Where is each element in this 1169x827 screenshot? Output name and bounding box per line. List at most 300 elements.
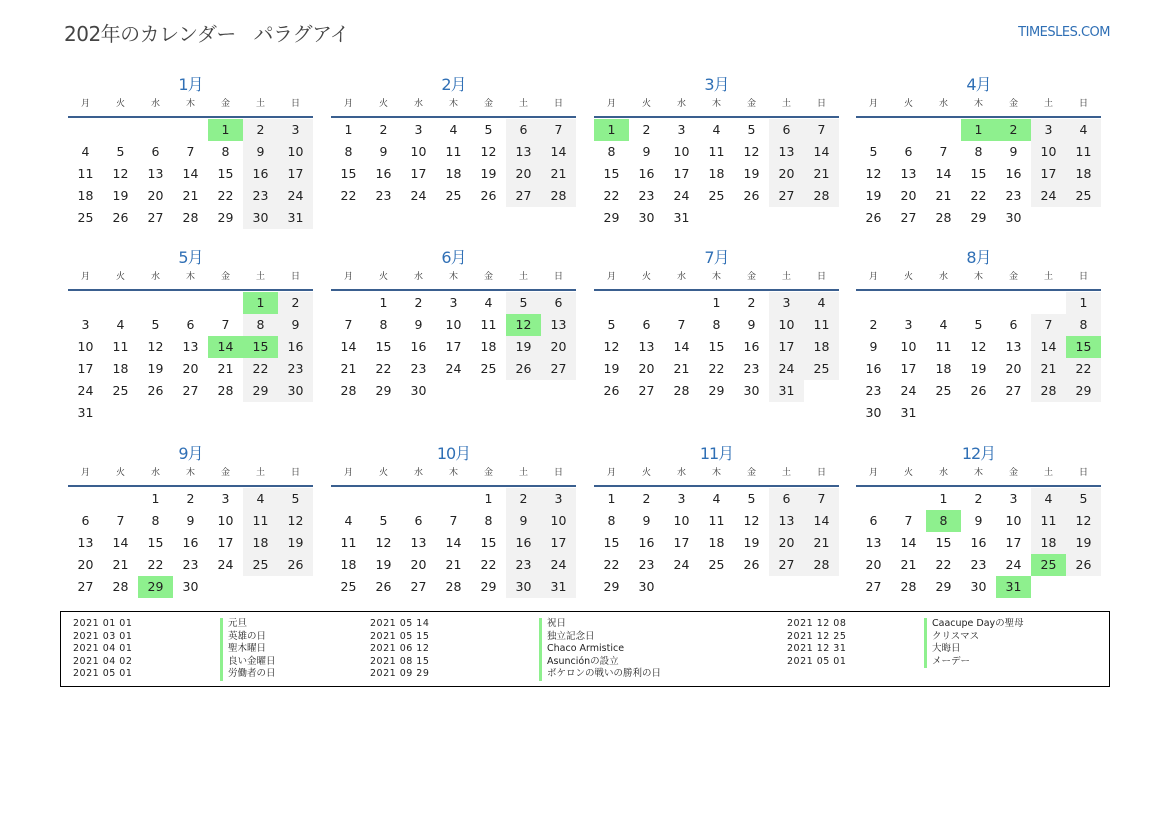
day-cell: 13 [182, 339, 199, 354]
day-cell: 14 [112, 535, 129, 550]
weekday-label: 月 [606, 99, 616, 109]
empty-cell [856, 488, 891, 510]
empty-cell [103, 488, 138, 510]
day-cell: 19 [970, 361, 987, 376]
day-cell: 20 [506, 163, 541, 185]
day-cell: 30 [1005, 210, 1022, 225]
day-cell: 2 [278, 292, 313, 314]
day-cell: 22 [603, 188, 620, 203]
holiday-day-cell: 1 [961, 119, 996, 141]
weekday-label: 火 [378, 99, 388, 109]
day-cell: 16 [243, 163, 278, 185]
day-cell: 8 [712, 317, 721, 332]
day-cell: 15 [375, 339, 392, 354]
day-cell: 8 [221, 144, 230, 159]
day-cell: 9 [747, 317, 756, 332]
day-cell: 1 [712, 295, 721, 310]
weekday-header [594, 270, 839, 291]
day-cell: 20 [541, 336, 576, 358]
holiday-date: 2021 04 01 [73, 643, 133, 654]
day-cell: 13 [865, 535, 882, 550]
day-cell: 10 [1005, 513, 1022, 528]
day-cell: 9 [506, 510, 541, 532]
day-cell: 5 [278, 488, 313, 510]
day-cell: 21 [900, 557, 917, 572]
day-cell: 8 [1066, 314, 1101, 336]
day-cell: 11 [708, 513, 725, 528]
month-block [68, 246, 313, 424]
holiday-date: 2021 05 14 [370, 618, 430, 629]
day-cell: 25 [243, 554, 278, 576]
weekday-label: 土 [255, 272, 265, 282]
day-cell: 19 [112, 188, 129, 203]
day-grid [856, 119, 1101, 229]
day-cell: 22 [340, 188, 357, 203]
day-cell: 27 [410, 579, 427, 594]
day-cell: 4 [484, 295, 493, 310]
day-cell: 11 [445, 144, 462, 159]
month-block [331, 73, 576, 207]
day-cell: 17 [445, 339, 462, 354]
day-cell: 16 [970, 535, 987, 550]
day-cell: 8 [379, 317, 388, 332]
page-title: 202年のカレンダー パラグアイ [64, 22, 350, 46]
day-cell: 20 [182, 361, 199, 376]
weekday-label: 土 [1043, 99, 1053, 109]
day-cell: 4 [804, 292, 839, 314]
weekday-label: 火 [115, 468, 125, 478]
weekday-label: 水 [413, 272, 423, 282]
day-cell: 20 [147, 188, 164, 203]
day-cell: 27 [182, 383, 199, 398]
day-cell: 19 [865, 188, 882, 203]
day-cell: 22 [217, 188, 234, 203]
day-cell: 26 [278, 554, 313, 576]
day-cell: 12 [743, 513, 760, 528]
day-cell: 30 [506, 576, 541, 598]
empty-cell [436, 488, 471, 510]
holiday-day-cell: 14 [208, 336, 243, 358]
empty-cell [68, 119, 103, 141]
weekday-label: 火 [903, 272, 913, 282]
day-grid [594, 292, 839, 402]
day-cell: 19 [480, 166, 497, 181]
day-cell: 17 [673, 535, 690, 550]
day-cell: 9 [414, 317, 423, 332]
weekday-header [331, 466, 576, 487]
day-cell: 13 [410, 535, 427, 550]
holiday-day-cell: 1 [208, 119, 243, 141]
day-cell: 1 [379, 295, 388, 310]
day-cell: 14 [541, 141, 576, 163]
day-cell: 13 [147, 166, 164, 181]
day-cell: 9 [642, 513, 651, 528]
day-cell: 11 [708, 144, 725, 159]
day-cell: 3 [414, 122, 423, 137]
holiday-day-cell: 12 [506, 314, 541, 336]
day-cell: 6 [904, 144, 913, 159]
day-cell: 28 [112, 579, 129, 594]
day-cell: 28 [340, 383, 357, 398]
day-cell: 29 [1066, 380, 1101, 402]
empty-cell [996, 292, 1031, 314]
day-cell: 9 [186, 513, 195, 528]
day-cell: 5 [747, 122, 756, 137]
day-cell: 28 [804, 185, 839, 207]
day-cell: 22 [375, 361, 392, 376]
day-cell: 11 [340, 535, 357, 550]
weekday-label: 月 [80, 99, 90, 109]
day-cell: 16 [278, 336, 313, 358]
day-cell: 26 [1066, 554, 1101, 576]
day-cell: 23 [410, 361, 427, 376]
day-cell: 7 [677, 317, 686, 332]
day-cell: 10 [77, 339, 94, 354]
holiday-date: 2021 12 31 [787, 643, 847, 654]
day-cell: 27 [1005, 383, 1022, 398]
day-cell: 5 [974, 317, 983, 332]
day-cell: 21 [935, 188, 952, 203]
day-cell: 13 [541, 314, 576, 336]
holiday-name: 労働者の日 [220, 668, 276, 681]
day-cell: 5 [484, 122, 493, 137]
day-cell: 11 [243, 510, 278, 532]
day-cell: 18 [77, 188, 94, 203]
empty-cell [926, 119, 961, 141]
weekday-label: 金 [746, 99, 756, 109]
day-cell: 30 [970, 579, 987, 594]
day-cell: 22 [243, 358, 278, 380]
holiday-day-cell: 1 [594, 119, 629, 141]
day-cell: 23 [743, 361, 760, 376]
day-cell: 20 [769, 532, 804, 554]
day-grid [68, 119, 313, 229]
day-cell: 27 [769, 185, 804, 207]
day-cell: 8 [484, 513, 493, 528]
day-cell: 7 [939, 144, 948, 159]
holiday-name: ボケロンの戦いの勝利の日 [539, 668, 661, 681]
day-cell: 9 [642, 144, 651, 159]
day-cell: 26 [865, 210, 882, 225]
day-cell: 29 [970, 210, 987, 225]
day-cell: 14 [445, 535, 462, 550]
day-cell: 6 [151, 144, 160, 159]
day-grid [331, 488, 576, 598]
holiday-day-cell: 2 [996, 119, 1031, 141]
weekday-label: 水 [676, 468, 686, 478]
day-cell: 20 [638, 361, 655, 376]
weekday-label: 水 [150, 468, 160, 478]
day-cell: 27 [541, 358, 576, 380]
day-cell: 15 [603, 535, 620, 550]
day-cell: 20 [769, 163, 804, 185]
empty-cell [891, 488, 926, 510]
day-cell: 25 [480, 361, 497, 376]
weekday-label: 日 [1078, 272, 1088, 282]
day-cell: 30 [743, 383, 760, 398]
day-cell: 14 [182, 166, 199, 181]
day-cell: 6 [769, 119, 804, 141]
empty-cell [629, 292, 664, 314]
day-cell: 19 [147, 361, 164, 376]
weekday-label: 土 [1043, 272, 1053, 282]
day-cell: 14 [1031, 336, 1066, 358]
day-cell: 28 [673, 383, 690, 398]
day-cell: 6 [1009, 317, 1018, 332]
month-name: 9月 [178, 444, 203, 463]
day-cell: 21 [804, 532, 839, 554]
empty-cell [856, 119, 891, 141]
day-cell: 10 [445, 317, 462, 332]
day-cell: 6 [869, 513, 878, 528]
day-cell: 10 [410, 144, 427, 159]
day-cell: 20 [77, 557, 94, 572]
empty-cell [961, 292, 996, 314]
holiday-day-cell: 8 [926, 510, 961, 532]
day-cell: 25 [77, 210, 94, 225]
day-cell: 22 [603, 557, 620, 572]
empty-cell [1031, 292, 1066, 314]
month-block [331, 246, 576, 402]
day-cell: 21 [1031, 358, 1066, 380]
day-cell: 21 [340, 361, 357, 376]
day-cell: 4 [243, 488, 278, 510]
day-cell: 22 [970, 188, 987, 203]
day-cell: 2 [974, 491, 983, 506]
month-name: 11月 [699, 444, 734, 463]
day-cell: 14 [935, 166, 952, 181]
day-cell: 7 [804, 488, 839, 510]
day-cell: 31 [769, 380, 804, 402]
day-cell: 19 [375, 557, 392, 572]
day-cell: 27 [769, 554, 804, 576]
day-cell: 11 [804, 314, 839, 336]
weekday-label: 日 [553, 99, 563, 109]
holiday-name: 聖木曜日 [220, 643, 266, 656]
day-cell: 26 [970, 383, 987, 398]
day-cell: 8 [974, 144, 983, 159]
day-cell: 12 [112, 166, 129, 181]
day-cell: 21 [445, 557, 462, 572]
empty-cell [891, 292, 926, 314]
day-cell: 28 [900, 579, 917, 594]
weekday-header [594, 97, 839, 118]
day-cell: 10 [278, 141, 313, 163]
day-cell: 20 [900, 188, 917, 203]
day-cell: 9 [1009, 144, 1018, 159]
day-cell: 29 [935, 579, 952, 594]
weekday-header [68, 270, 313, 291]
weekday-label: 土 [781, 468, 791, 478]
day-cell: 15 [970, 166, 987, 181]
day-cell: 12 [375, 535, 392, 550]
day-cell: 1 [151, 491, 160, 506]
weekday-label: 日 [1078, 99, 1088, 109]
weekday-label: 水 [676, 272, 686, 282]
day-cell: 26 [375, 579, 392, 594]
day-grid [856, 488, 1101, 598]
day-cell: 26 [112, 210, 129, 225]
day-cell: 17 [77, 361, 94, 376]
day-cell: 18 [1066, 163, 1101, 185]
day-cell: 10 [673, 144, 690, 159]
day-cell: 30 [410, 383, 427, 398]
day-cell: 13 [1005, 339, 1022, 354]
day-cell: 1 [939, 491, 948, 506]
holiday-name: 元旦 [220, 618, 247, 631]
site-link[interactable]: TIMESLES.COM [1018, 25, 1110, 40]
weekday-label: 金 [483, 272, 493, 282]
day-cell: 11 [935, 339, 952, 354]
day-cell: 30 [182, 579, 199, 594]
day-cell: 5 [151, 317, 160, 332]
weekday-label: 月 [343, 468, 353, 478]
holiday-date: 2021 06 12 [370, 643, 430, 654]
day-cell: 5 [607, 317, 616, 332]
holiday-name: Caacupe Dayの聖母 [924, 618, 1024, 631]
day-cell: 16 [182, 535, 199, 550]
day-cell: 25 [340, 579, 357, 594]
day-cell: 26 [743, 557, 760, 572]
day-cell: 10 [217, 513, 234, 528]
day-cell: 12 [278, 510, 313, 532]
day-cell: 4 [449, 122, 458, 137]
weekday-label: 木 [185, 99, 195, 109]
day-cell: 17 [673, 166, 690, 181]
day-cell: 4 [81, 144, 90, 159]
weekday-label: 木 [711, 272, 721, 282]
weekday-label: 木 [973, 272, 983, 282]
day-cell: 5 [116, 144, 125, 159]
empty-cell [331, 488, 366, 510]
day-cell: 18 [708, 535, 725, 550]
day-cell: 29 [603, 579, 620, 594]
weekday-label: 火 [641, 99, 651, 109]
month-name: 6月 [441, 248, 466, 267]
day-cell: 4 [116, 317, 125, 332]
day-cell: 4 [712, 491, 721, 506]
day-cell: 3 [1031, 119, 1066, 141]
weekday-label: 木 [448, 272, 458, 282]
day-cell: 10 [673, 513, 690, 528]
day-cell: 31 [278, 207, 313, 229]
month-name: 12月 [961, 444, 996, 463]
day-cell: 28 [804, 554, 839, 576]
day-cell: 14 [804, 510, 839, 532]
day-cell: 17 [900, 361, 917, 376]
day-cell: 18 [243, 532, 278, 554]
weekday-label: 火 [115, 99, 125, 109]
holiday-date: 2021 09 29 [370, 668, 430, 679]
day-cell: 4 [1066, 119, 1101, 141]
day-cell: 19 [1066, 532, 1101, 554]
holiday-list [60, 611, 1110, 687]
holiday-date: 2021 05 15 [370, 630, 430, 642]
day-cell: 22 [935, 557, 952, 572]
day-cell: 23 [1005, 188, 1022, 203]
day-cell: 2 [506, 488, 541, 510]
day-cell: 27 [506, 185, 541, 207]
day-cell: 29 [603, 210, 620, 225]
day-cell: 3 [221, 491, 230, 506]
day-cell: 22 [147, 557, 164, 572]
empty-cell [138, 119, 173, 141]
day-cell: 13 [769, 510, 804, 532]
day-cell: 3 [449, 295, 458, 310]
day-cell: 24 [77, 383, 94, 398]
weekday-header [331, 270, 576, 291]
day-cell: 9 [974, 513, 983, 528]
day-cell: 5 [1066, 488, 1101, 510]
month-block [331, 442, 576, 598]
weekday-label: 金 [483, 99, 493, 109]
day-cell: 1 [1066, 292, 1101, 314]
weekday-label: 日 [816, 99, 826, 109]
day-cell: 11 [1031, 510, 1066, 532]
weekday-label: 水 [676, 99, 686, 109]
weekday-label: 火 [903, 99, 913, 109]
weekday-label: 月 [868, 272, 878, 282]
weekday-header [594, 466, 839, 487]
day-cell: 29 [480, 579, 497, 594]
day-cell: 21 [217, 361, 234, 376]
day-cell: 30 [638, 579, 655, 594]
weekday-label: 金 [220, 272, 230, 282]
day-cell: 23 [506, 554, 541, 576]
month-block [594, 73, 839, 229]
day-cell: 23 [970, 557, 987, 572]
weekday-label: 金 [483, 468, 493, 478]
day-cell: 15 [603, 166, 620, 181]
day-cell: 5 [506, 292, 541, 314]
day-cell: 17 [541, 532, 576, 554]
day-grid [594, 119, 839, 229]
day-cell: 2 [642, 122, 651, 137]
day-cell: 13 [506, 141, 541, 163]
day-cell: 26 [506, 358, 541, 380]
day-cell: 19 [278, 532, 313, 554]
day-cell: 31 [673, 210, 690, 225]
weekday-label: 水 [150, 99, 160, 109]
day-cell: 7 [221, 317, 230, 332]
empty-cell [103, 119, 138, 141]
day-cell: 6 [81, 513, 90, 528]
day-cell: 5 [379, 513, 388, 528]
day-cell: 31 [900, 405, 917, 420]
weekday-label: 水 [938, 99, 948, 109]
day-cell: 6 [414, 513, 423, 528]
day-cell: 28 [935, 210, 952, 225]
month-name: 5月 [178, 248, 203, 267]
weekday-label: 火 [641, 272, 651, 282]
day-cell: 25 [1066, 185, 1101, 207]
day-cell: 23 [865, 383, 882, 398]
holiday-date: 2021 05 01 [73, 668, 133, 679]
day-cell: 17 [410, 166, 427, 181]
weekday-label: 金 [1008, 272, 1018, 282]
day-cell: 12 [603, 339, 620, 354]
month-block [68, 73, 313, 229]
day-cell: 23 [638, 557, 655, 572]
day-cell: 21 [804, 163, 839, 185]
empty-cell [208, 292, 243, 314]
weekday-label: 木 [448, 99, 458, 109]
weekday-label: 水 [938, 272, 948, 282]
weekday-header [68, 466, 313, 487]
day-cell: 7 [344, 317, 353, 332]
day-grid [594, 488, 839, 598]
day-cell: 7 [116, 513, 125, 528]
